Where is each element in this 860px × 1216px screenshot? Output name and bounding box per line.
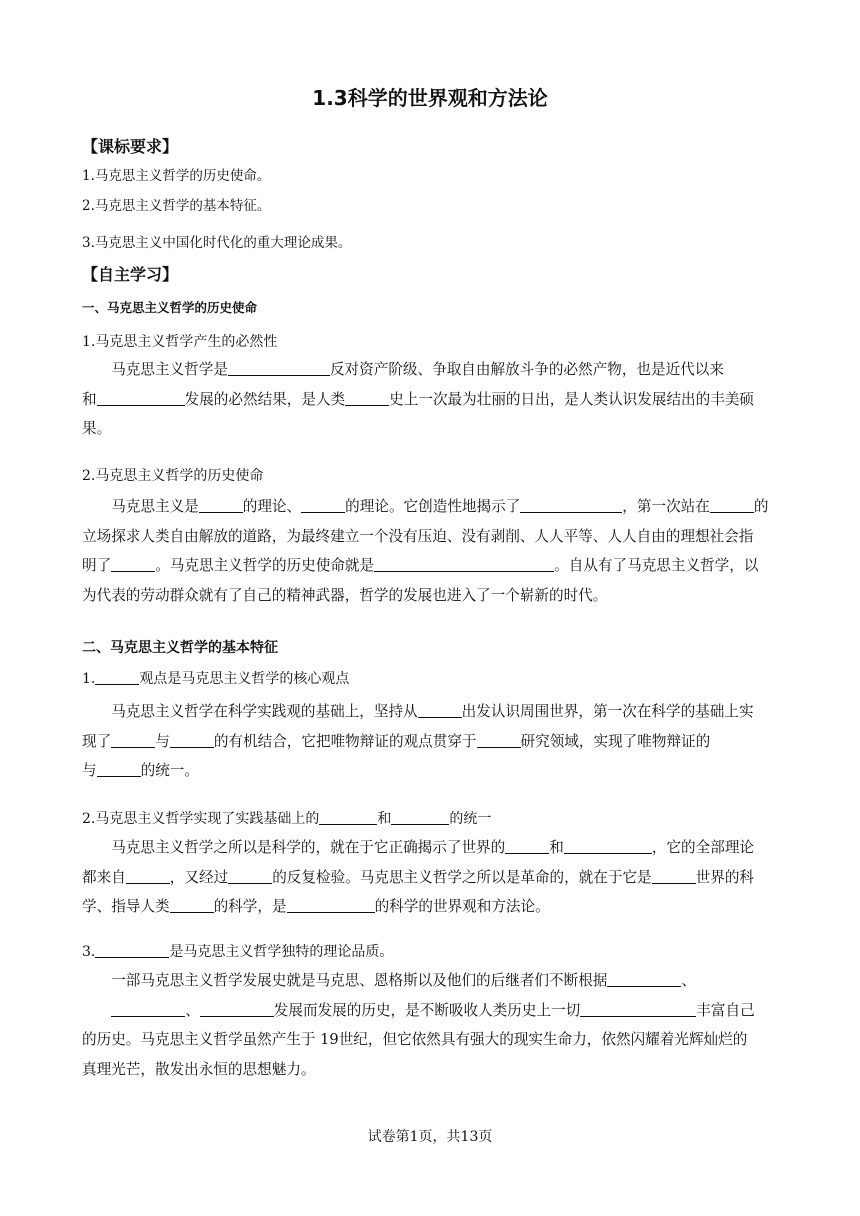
blank [710,497,754,513]
requirement-item: 3.马克思主义中国化时代化的重大理论成果。 [82,235,352,251]
subsection-title: 3. 是马克思主义哲学独特的理论品质。 [82,944,394,960]
requirement-item: 1.马克思主义哲学的历史使命。 [82,168,271,184]
blank [287,897,375,913]
blank [564,838,652,854]
blank [319,809,377,825]
page-title: 1.3科学的世界观和方法论 [312,86,548,110]
paragraph: 马克思主义哲学在科学实践观的基础上，坚持从 出发认识周围世界，第一次在科学的基础上实 现了 与 的有机结合，它把唯物辩证的观点贯穿于 研究领域，实现了唯物辩证的 与 的统一。 [82,703,754,779]
blank [111,1000,185,1016]
blank [95,942,169,958]
blank [391,809,449,825]
paragraph: 马克思主义哲学之所以是科学的，就在于它正确揭示了世界的 和 ，它的全部理论 都来自 ，又经过 的反复检验。马克思主义哲学之所以是革命的，就在于它是 世界的科 学、指导人类 的科学，是 的科学的世界观和方法论。 [82,839,755,915]
blank [505,838,549,854]
paragraph: 马克思主义哲学是 反对资产阶级、争取自由解放斗争的必然产物，也是近代以来 和 发展的必然结果，是人类 史上一次最为壮丽的日出，是人类认识发展结出的丰美硕 果。 [82,361,755,437]
blank [520,497,622,513]
blank [418,702,462,718]
blank [170,731,214,747]
subsection-title: 2.马克思主义哲学的历史使命 [82,468,264,484]
subsection-title: 2.马克思主义哲学实现了实践基础上的 和 的统一 [82,811,492,827]
section-title: 一、马克思主义哲学的历史使命 [82,300,258,315]
paragraph: 马克思主义是 的理论、 的理论。它创造性地揭示了 ，第一次站在 的 立场探求人类自由解放的道路，为最终建立一个没有压迫、没有剥削、人人平等、人人自由的理想社会指 明了 。马克思主义哲学的历史使命就是 。自从有了马克思主义哲学，以 为代表的劳动群众就有了自己的精神武器，哲学的发展也进入了一个崭新的时代。 [82,498,769,604]
blank [345,389,389,405]
requirements-heading: 【课标要求】 [82,137,179,156]
paragraph: 一部马克思主义哲学发展史就是马克思、恩格斯以及他们的后继者们不断根据 、 、 发展而发展的历史，是不断吸收人类历史上一切 丰富自己 的历史。马克思主义哲学虽然产生于 19世纪，但它依然具有强大的现实生命力，依然闪耀着光辉灿烂的 真理光芒，散发出永恒的思想魅力。 [82,972,755,1078]
blank [374,556,554,572]
subsection-title: 1. 观点是马克思主义哲学的核心观点 [82,671,350,687]
blank [199,497,243,513]
blank [111,731,155,747]
blank [477,731,521,747]
blank [228,360,330,376]
blank [580,1000,696,1016]
blank [95,669,139,685]
page-footer: 试卷第1页，共13页 [367,1129,493,1145]
blank [228,867,272,883]
blank [652,867,696,883]
self-study-heading: 【自主学习】 [82,265,179,284]
blank [607,971,681,987]
blank [97,389,185,405]
blank [111,556,155,572]
requirement-item: 2.马克思主义哲学的基本特征。 [82,198,271,214]
blank [97,761,141,777]
blank [126,867,170,883]
subsection-title: 1.马克思主义哲学产生的必然性 [82,334,278,350]
blank [200,1000,274,1016]
blank [170,897,214,913]
blank [301,497,345,513]
section-title: 二、马克思主义哲学的基本特征 [82,640,278,656]
